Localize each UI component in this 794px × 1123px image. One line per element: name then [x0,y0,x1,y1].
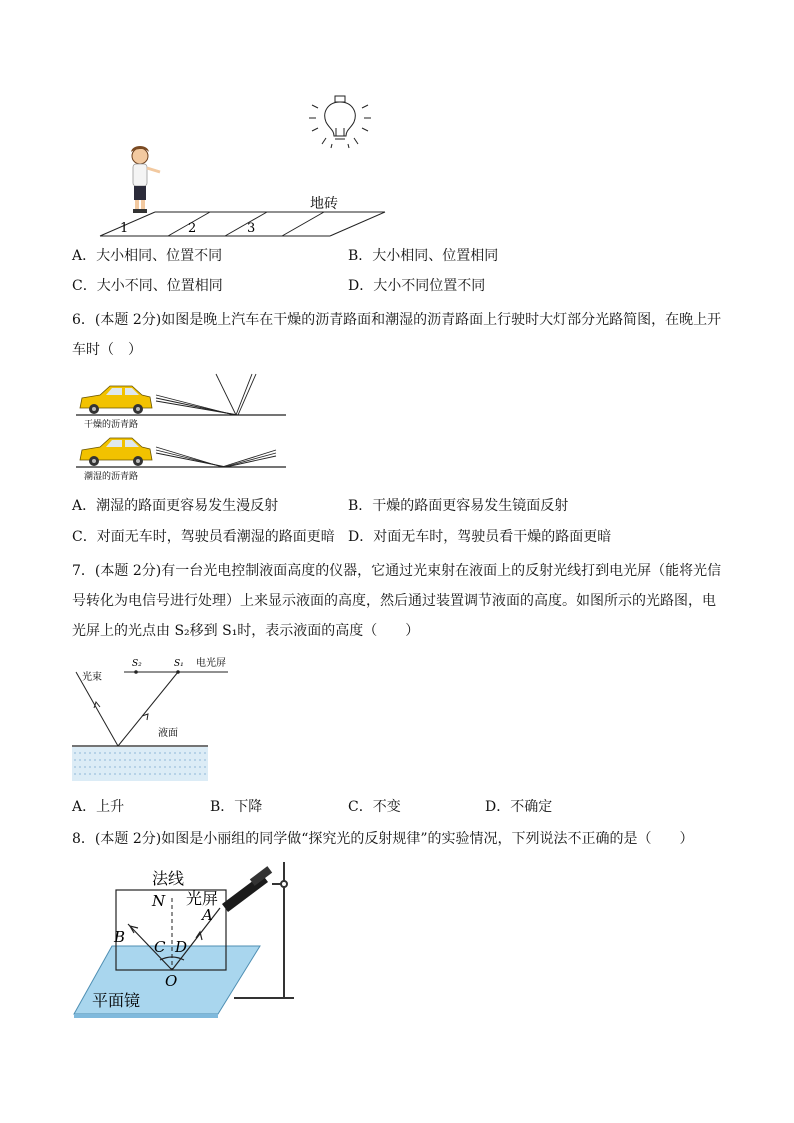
q7-option-c[interactable]: C．不变 [348,799,401,815]
label-mirror: 平面镜 [92,991,141,1010]
q5-option-d[interactable]: D．大小不同位置不同 [348,278,486,294]
q7-stem: 7．(本题 2分)有一台光电控制液面高度的仪器，它通过光束射在液面上的反射光线打到电光屏（能将光信号转化为电信号进行处理）上来显示液面的高度，然后通过装置调节液面的高度。如图所示的光路图，电光屏上的光点由 S₂移到 S₁时，表示液面的高度（ ） [72,563,722,639]
label-s1: S₁ [174,659,184,669]
label-dry-road: 干燥的沥青路 [84,420,139,430]
label-screen-q8: 光屏 [186,889,219,908]
label-beam: 光束 [82,672,102,683]
q6-option-d[interactable]: D．对面无车时，驾驶员看干燥的路面更暗 [348,529,612,545]
q6-option-a[interactable]: A．潮湿的路面更容易发生漫反射 [72,498,279,514]
tile-label: 地砖 [310,196,338,212]
q7-option-d[interactable]: D．不确定 [485,799,553,815]
laser-pen-icon [222,866,272,912]
label-wet-road: 潮湿的沥青路 [84,472,139,482]
label-normal: 法线 [152,869,185,888]
q7-option-b[interactable]: B．下降 [210,799,263,815]
light-bulb-icon [309,96,371,148]
figure-bulb-tiles [60,88,400,240]
label-n: N [152,892,166,910]
car-icon-wet [80,438,152,466]
q5-option-a[interactable]: A．大小相同、位置不同 [72,248,223,264]
figure-car-roads [76,368,292,486]
figure-reflection-experiment [72,860,302,1020]
tile-number-3: 3 [247,221,256,236]
q5-option-b[interactable]: B．大小相同、位置相同 [348,248,499,264]
q8-stem: 8．(本题 2分)如图是小丽组的同学做“探究光的反射规律”的实验情况，下列说法不正确的是（ ） [72,831,694,847]
label-liquid: 液面 [158,728,178,739]
q5-option-c[interactable]: C．大小不同、位置相同 [72,278,223,294]
q7-option-a[interactable]: A．上升 [72,799,125,815]
q6-option-c[interactable]: C．对面无车时，驾驶员看潮湿的路面更暗 [72,529,335,545]
tile-number-1: 1 [120,221,129,236]
label-a: A [202,906,213,924]
label-d: D [175,938,188,956]
label-c: C [154,938,166,956]
label-screen: 电光屏 [196,658,226,669]
child-figure [131,146,160,213]
label-o: O [165,972,178,990]
tile-number-2: 2 [188,221,197,236]
figure-liquid-level [72,650,226,784]
q6-option-b[interactable]: B．干燥的路面更容易发生镜面反射 [348,498,569,514]
label-s2: S₂ [132,659,142,669]
floor-tiles [100,212,385,236]
q6-stem: 6．(本题 2分)如图是晚上汽车在干燥的沥青路面和潮湿的沥青路面上行驶时大灯部分光路简图，在晚上开车时（ ） [72,312,722,358]
label-b: B [114,928,126,946]
car-icon-dry [80,386,152,414]
